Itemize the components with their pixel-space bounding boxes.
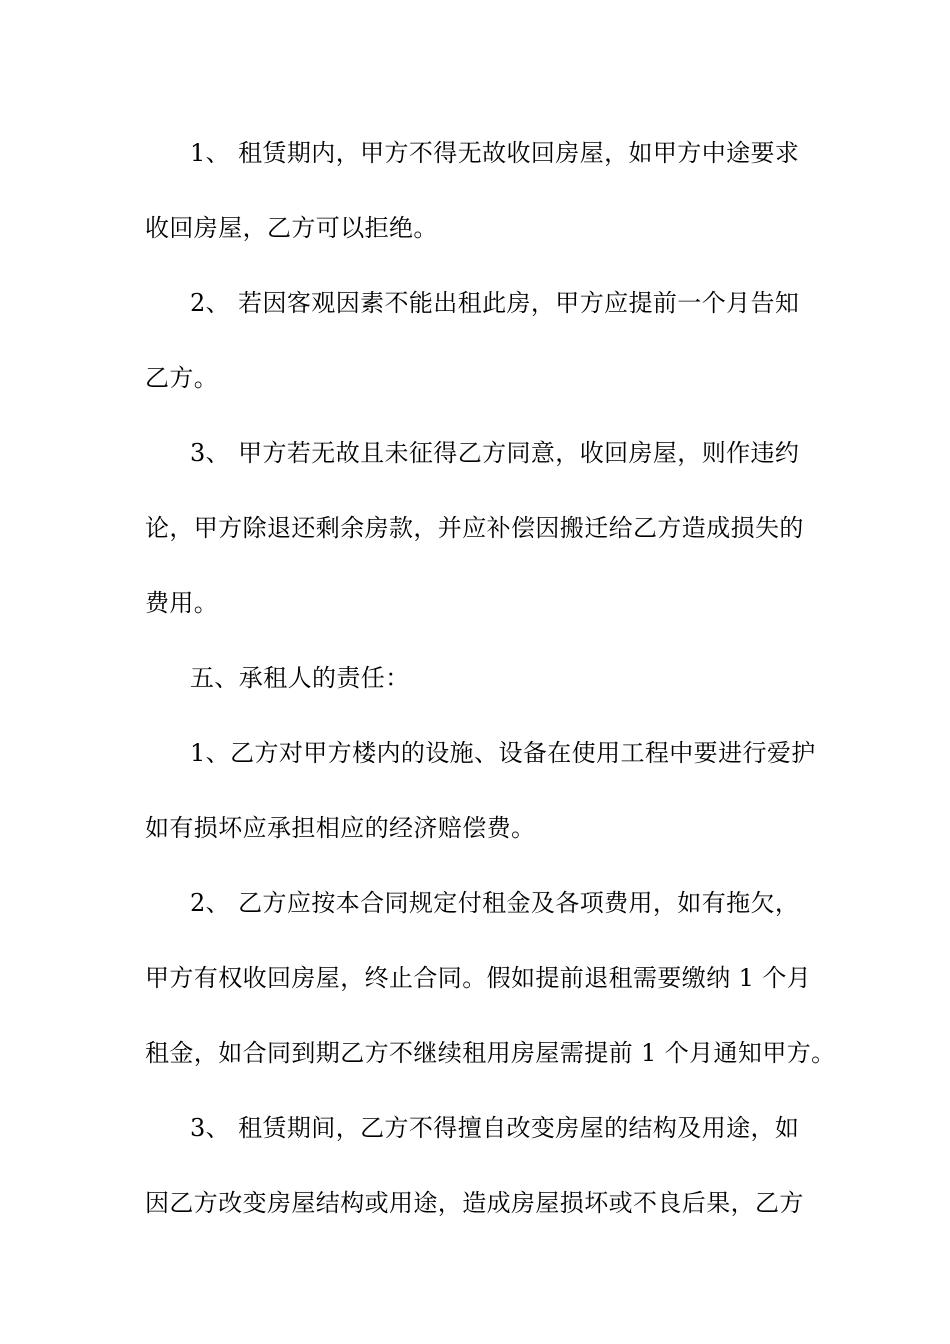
clause-4-1-line-2: 收回房屋，乙方可以拒绝。 [145, 214, 438, 242]
clause-4-3-line-1: 3、 甲方若无故且未征得乙方同意，收回房屋，则作违约 [190, 439, 800, 467]
clause-5-1-line-1: 1、乙方对甲方楼内的设施、设备在使用工程中要进行爱护 [190, 739, 816, 767]
clause-4-3-line-2: 论，甲方除退还剩余房款，并应补偿因搬迁给乙方造成损失的 [145, 514, 804, 542]
clause-5-2-line-1: 2、 乙方应按本合同规定付租金及各项费用，如有拖欠， [190, 889, 800, 917]
clause-5-3-line-2: 因乙方改变房屋结构或用途，造成房屋损坏或不良后果，乙方 [145, 1189, 804, 1217]
clause-4-1-line-1: 1、 租赁期内，甲方不得无故收回房屋，如甲方中途要求 [190, 139, 800, 167]
clause-5-3-line-1: 3、 租赁期间，乙方不得擅自改变房屋的结构及用途，如 [190, 1114, 800, 1142]
clause-5-2-line-2: 甲方有权收回房屋，终止合同。假如提前退租需要缴纳 1 个月 [145, 964, 812, 992]
clause-5-2-line-3: 租金，如合同到期乙方不继续租用房屋需提前 1 个月通知甲方。 [145, 1039, 836, 1067]
clause-4-2-line-2: 乙方。 [145, 364, 219, 392]
section-heading-5: 五、承租人的责任： [190, 664, 410, 692]
clause-5-1-line-2: 如有损坏应承担相应的经济赔偿费。 [145, 814, 536, 842]
clause-4-2-line-1: 2、 若因客观因素不能出租此房，甲方应提前一个月告知 [190, 289, 800, 317]
clause-4-3-line-3: 费用。 [145, 589, 219, 617]
